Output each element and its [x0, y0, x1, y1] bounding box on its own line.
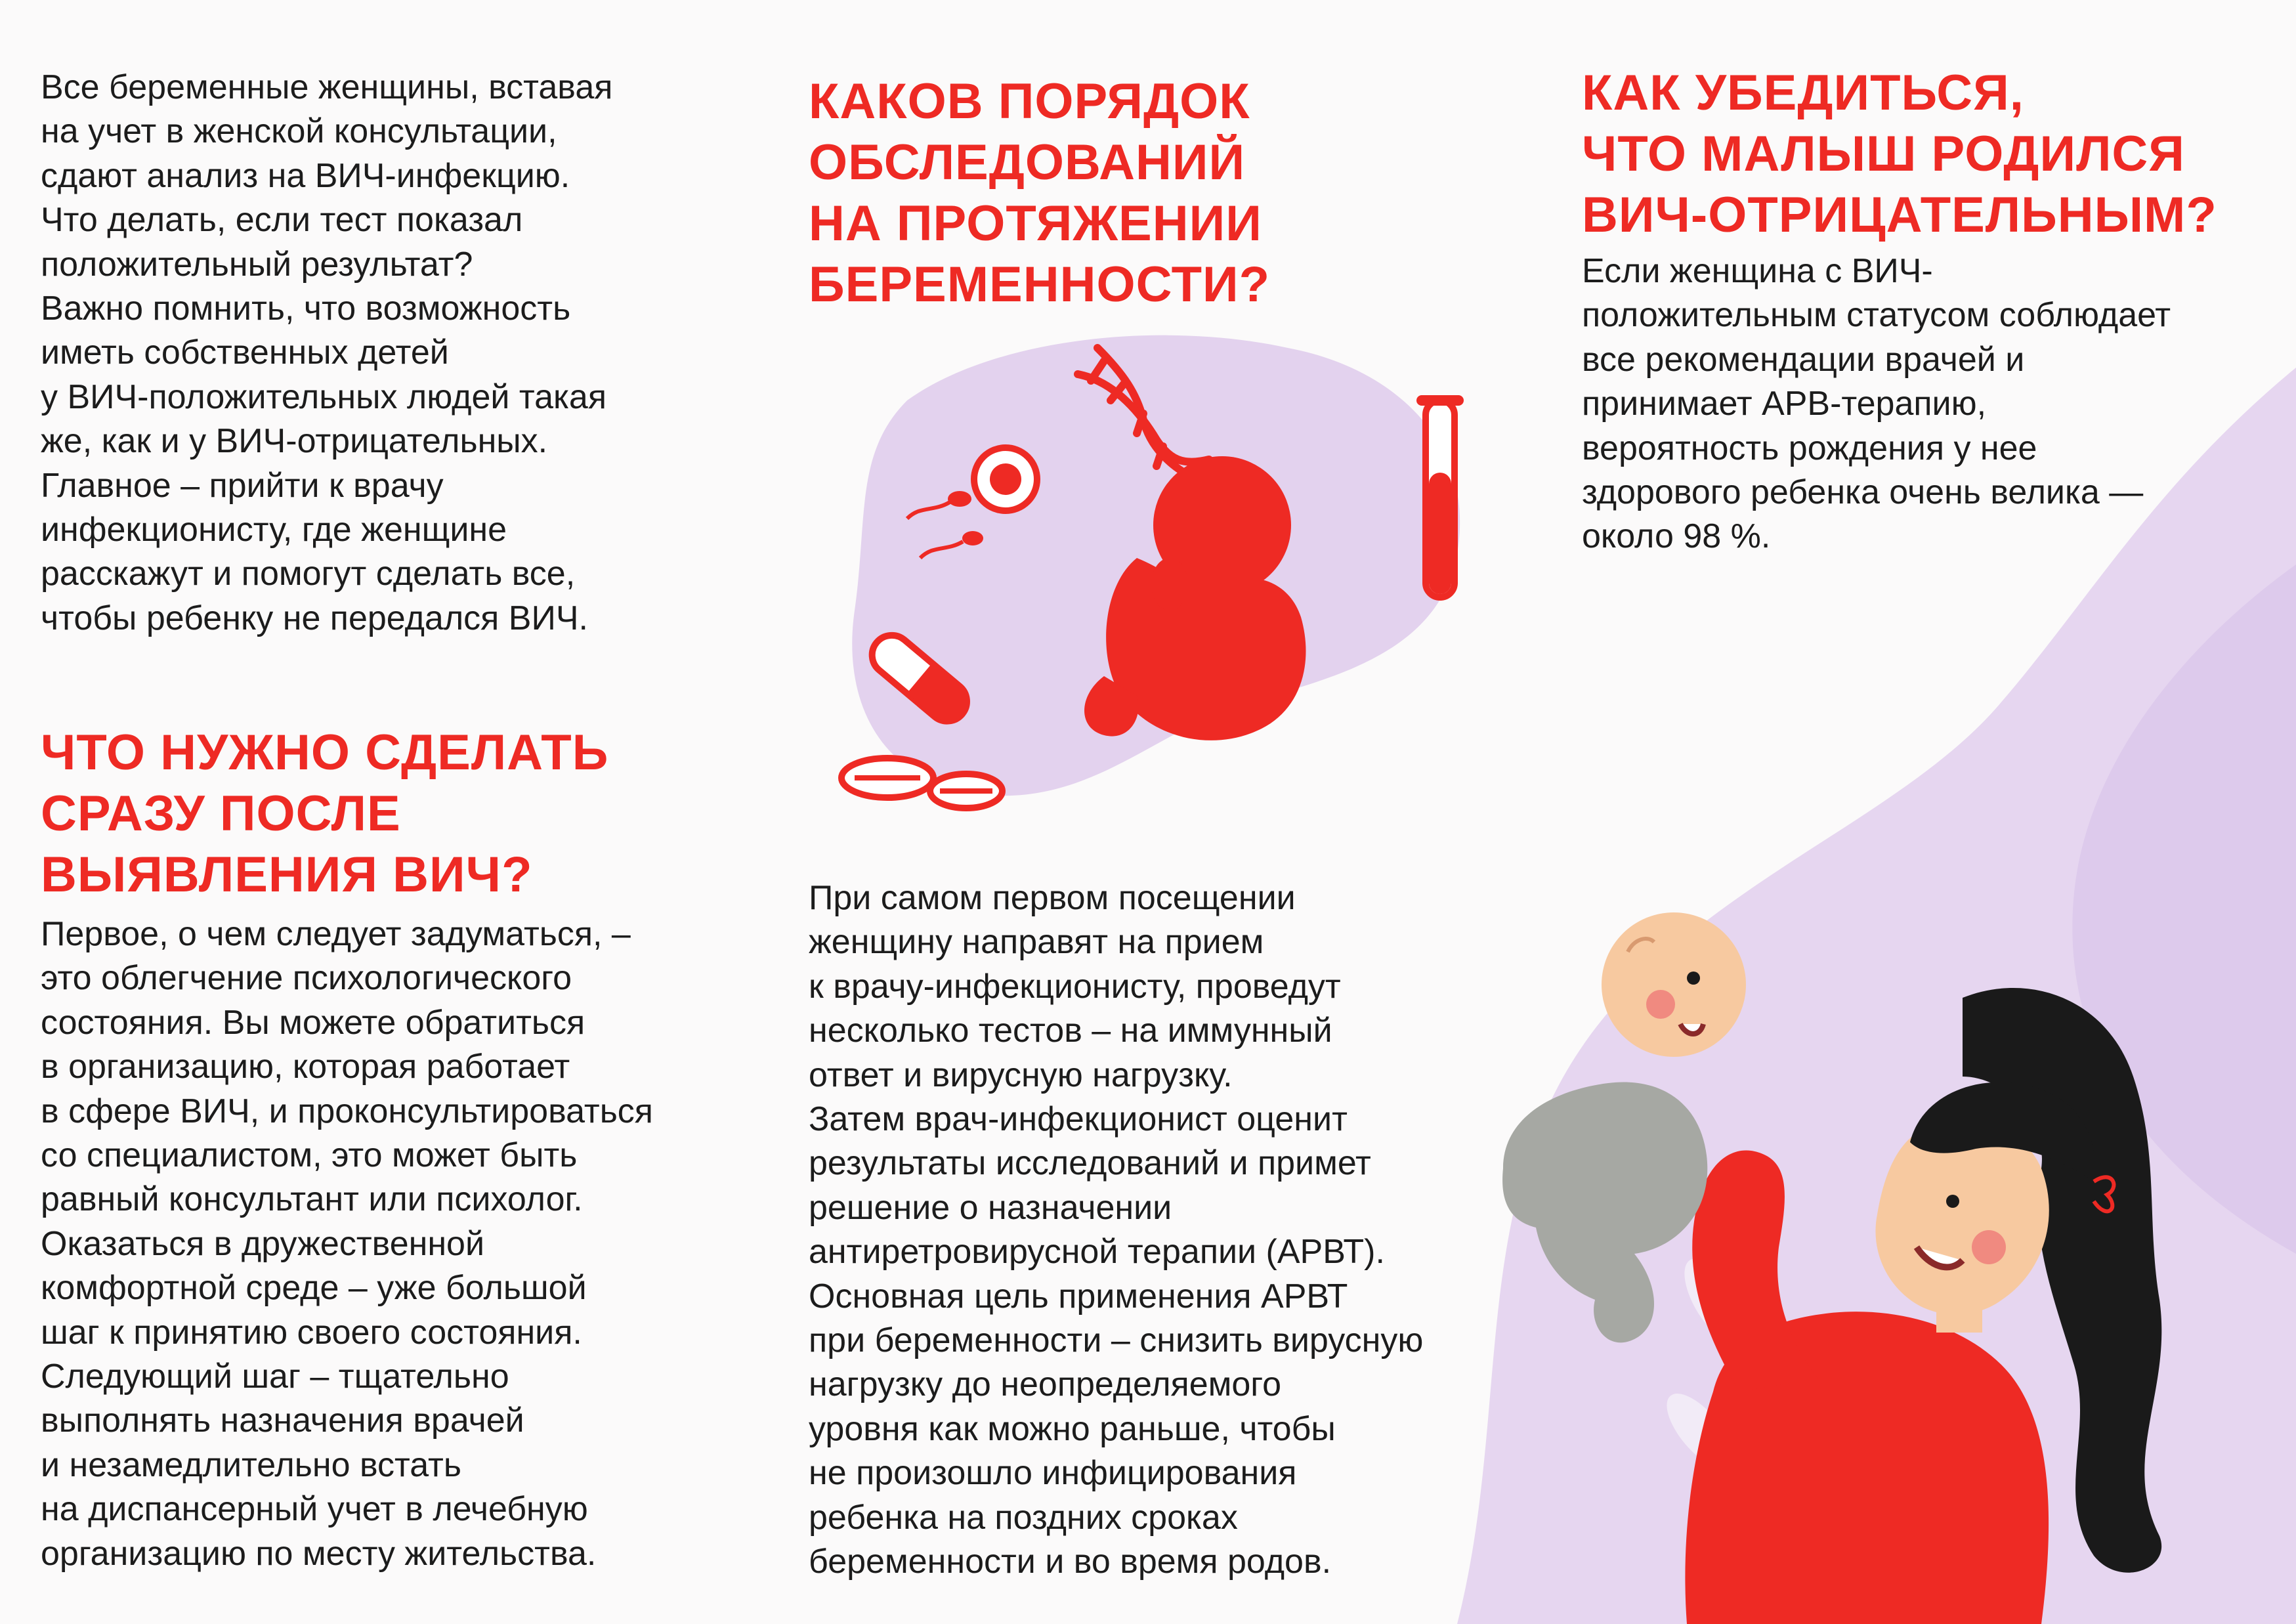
baby-mouth	[1680, 1024, 1703, 1034]
baby-body	[1502, 1082, 1707, 1342]
baby-cheek	[1646, 990, 1675, 1019]
middle-column	[809, 0, 1531, 1624]
mother-neck	[1936, 1287, 1982, 1333]
baby-negative-paragraph: Если женщина с ВИЧ- положительным статусом соблюдает все рекомендации врачей и принимает АРВ-терапию, вероятность рождения у нее здорового ребенка очень велика — около 98 %.	[1582, 252, 2171, 556]
examination-paragraph: При самом первом посещении женщину направят на прием к врачу-инфекционисту, проведут несколько тестов – на иммунный ответ и вирусную нагрузку. Затем врач-инфекционист оценит результаты исследований и примет решение о назначении антиретровирусной терапии (АРВТ). Основная цель применения АРВТ при беременности – снизить вирусную нагрузку до неопределяемого уровня как можно раньше, чтобы не произошло инфицирования ребенка на поздних сроках беременности и во время родов.	[809, 879, 1424, 1581]
section-heading-examination-order: КАКОВ ПОРЯДОК ОБСЛЕДОВАНИЙ НА ПРОТЯЖЕНИИ БЕРЕМЕННОСТИ?	[809, 74, 1271, 312]
intro-paragraph: Все беременные женщины, вставая на учет в женской консультации, сдают анализ на ВИЧ-инфекцию. Что делать, если тест показал положительный результат? Важно помнить, что возможность иметь собственных детей у ВИЧ-положительных людей такая же, как и у ВИЧ-отрицательных. Главное – прийти к врачу инфекционисту, где женщине расскажут и помогут сделать все, чтобы ребенку не передался ВИЧ.	[41, 68, 613, 637]
mother-eye	[1946, 1195, 1959, 1208]
test-tube-icon	[1416, 395, 1464, 597]
mother-and-baby-illustration	[1464, 801, 2296, 1624]
section-heading-baby-negative: КАК УБЕДИТЬСЯ, ЧТО МАЛЫШ РОДИЛСЯ ВИЧ-ОТРИЦАТЕЛЬНЫМ?	[1582, 65, 2217, 243]
baby-eye	[1687, 972, 1700, 985]
mother-cheek	[1972, 1230, 2006, 1264]
baby-head	[1602, 912, 1746, 1057]
section-heading-after-detection: ЧТО НУЖНО СДЕЛАТЬ СРАЗУ ПОСЛЕ ВЫЯВЛЕНИЯ ВИЧ?	[41, 725, 609, 903]
lavender-blob-shape	[852, 335, 1460, 796]
mother-arm	[1692, 1151, 1818, 1392]
pregnancy-icons-illustration	[828, 309, 1491, 847]
left-column	[41, 0, 736, 1624]
after-detection-paragraph: Первое, о чем следует задуматься, – это облегчение психологического состояния. Вы можете обратиться в организацию, которая работает в сфере ВИЧ, и проконсультироваться со специалистом, это может быть равный консультант или психолог. Оказаться в дружественной комфортной среде – уже большой шаг к принятию своего состояния. Следующий шаг – тщательно выполнять назначения врачей и незамедлительно встать на диспансерный учет в лечебную организацию по месту жительства.	[41, 915, 653, 1573]
